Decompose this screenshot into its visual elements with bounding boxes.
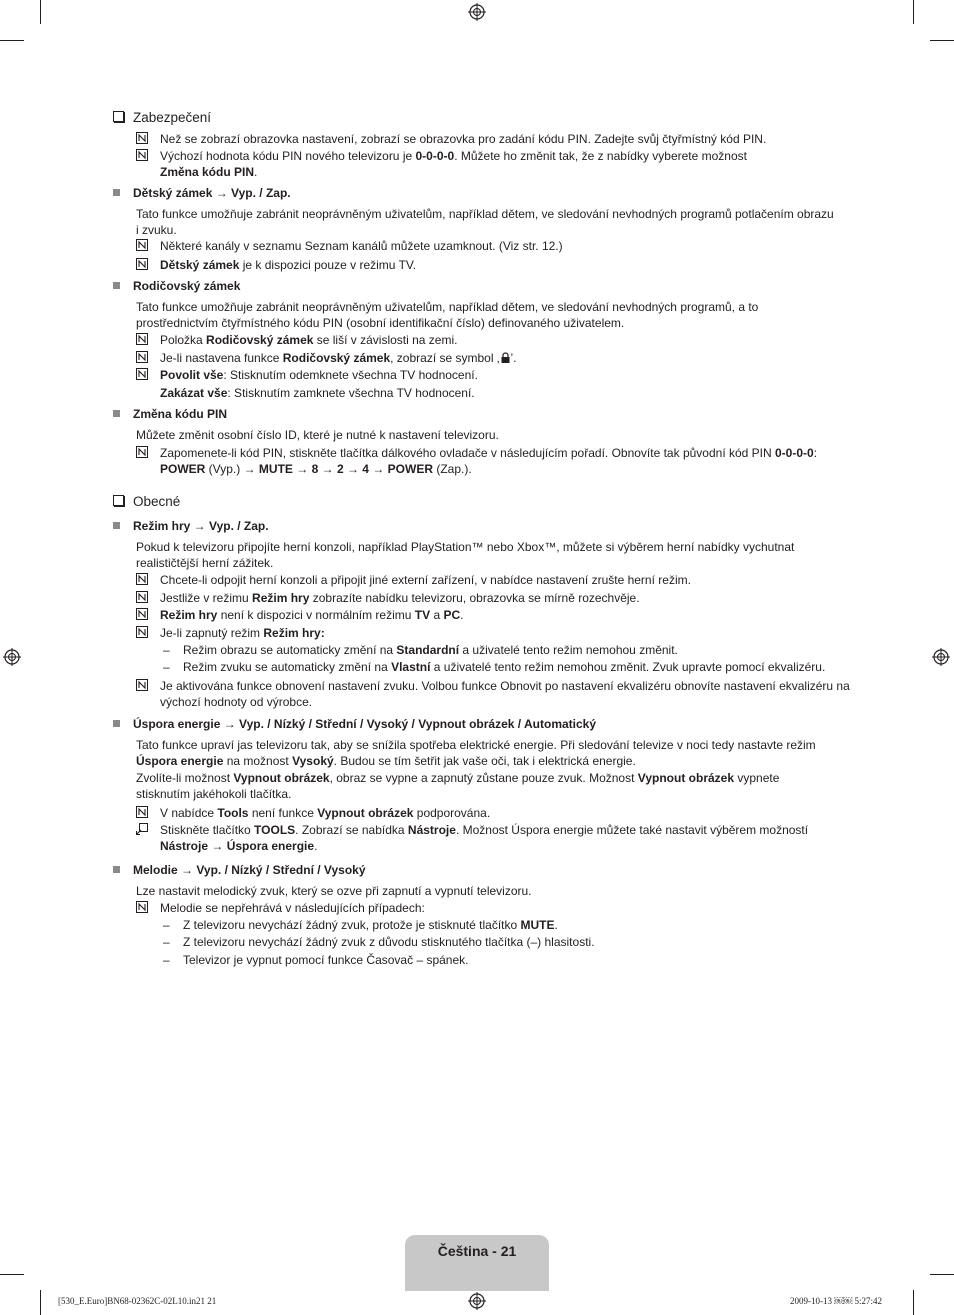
item-description: Tato funkce umožňuje zabránit neoprávněným uživatelům, například dětem, ve sledování nevhodných programů potlačením obrazu i zvuku. bbox=[136, 207, 834, 237]
crop-mark bbox=[930, 1274, 954, 1275]
note-icon bbox=[136, 351, 148, 363]
item-title-text: Rodičovský zámek bbox=[133, 279, 241, 293]
square-bullet-icon bbox=[113, 189, 120, 196]
note-text: Povolit vše: Stisknutím odemknete všechna TV hodnocení. bbox=[160, 368, 478, 382]
dash-text: Režim zvuku se automaticky změní na Vlastní a uživatelé tento režim nemohou změnit. Zvuk upravte pomocí ekvalizéru. bbox=[183, 660, 826, 674]
item-title-text: Změna kódu PIN bbox=[133, 407, 228, 421]
dash-bullet: – bbox=[163, 953, 170, 967]
item-title bbox=[113, 519, 269, 533]
crop-mark bbox=[913, 0, 914, 24]
item-description: Můžete změnit osobní číslo ID, které je nutné k nastavení televizoru. bbox=[136, 428, 499, 442]
print-slug-left: [530_E.Euro]BN68-02362C-02L10.in21 21 bbox=[58, 1296, 217, 1306]
print-slug-right: 2009-10-13 ￼￼ 5:27:42 bbox=[790, 1296, 882, 1306]
note-icon bbox=[136, 239, 148, 251]
item-title bbox=[113, 279, 240, 293]
dash-bullet: – bbox=[163, 918, 170, 932]
item-title bbox=[113, 186, 291, 200]
note-icon bbox=[136, 608, 148, 620]
note-icon bbox=[136, 626, 148, 638]
square-bullet-icon bbox=[113, 720, 120, 727]
square-bullet-icon bbox=[113, 282, 120, 289]
item-title-text: Režim hry → Vyp. / Zap. bbox=[133, 519, 269, 533]
item-title bbox=[113, 407, 227, 421]
item-description: Zvolíte-li možnost Vypnout obrázek, obraz se vypne a zapnutý zůstane pouze zvuk. Možnost Vypnout obrázek vypnete stisknutím jakéhokoli tlačítka. bbox=[136, 771, 780, 801]
item-description: Pokud k televizoru připojíte herní konzoli, například PlayStation™ nebo Xbox™, můžete si výběrem herní nabídky vychutnat realističtější herní zážitek. bbox=[136, 540, 795, 570]
crop-mark bbox=[40, 0, 41, 24]
note-icon bbox=[136, 806, 148, 818]
crop-mark bbox=[913, 1290, 914, 1315]
note-text: Melodie se nepřehrává v následujících případech: bbox=[160, 901, 425, 915]
note-text: Je aktivována funkce obnovení nastavení zvuku. Volbou funkce Obnovit po nastavení ekvalizéru obnovíte nastavení ekvalizéru na výchozí hodnoty od výrobce. bbox=[160, 679, 850, 709]
note-icon bbox=[136, 446, 148, 458]
note-text: Chcete-li odpojit herní konzoli a připojit jiné externí zařízení, v nabídce nastavení zrušte herní režim. bbox=[160, 573, 691, 587]
square-bullet-icon bbox=[113, 866, 120, 873]
note-text: Je-li zapnutý režim Režim hry: bbox=[160, 626, 325, 640]
note-text: Výchozí hodnota kódu PIN nového televizoru je 0-0-0-0. Můžete ho změnit tak, že z nabídky vyberete možnost Změna kódu PIN. bbox=[160, 149, 747, 179]
item-title bbox=[113, 717, 596, 731]
note-icon bbox=[136, 591, 148, 603]
dash-text: Televizor je vypnut pomocí funkce Časovač – spánek. bbox=[183, 953, 469, 967]
note-text: Jestliže v režimu Režim hry zobrazíte nabídku televizoru, obrazovka se mírně rozechvěje. bbox=[160, 591, 640, 605]
square-bullet-icon bbox=[113, 522, 120, 529]
note-icon bbox=[136, 901, 148, 913]
crop-mark bbox=[0, 40, 24, 41]
item-title bbox=[113, 863, 366, 877]
section-heading-zabezpeceni bbox=[113, 110, 211, 125]
note-text: Položka Rodičovský zámek se liší v závislosti na zemi. bbox=[160, 333, 458, 347]
square-bullet-icon bbox=[113, 410, 120, 417]
dash-bullet: – bbox=[163, 935, 170, 949]
note-text: Stiskněte tlačítko TOOLS. Zobrazí se nabídka Nástroje. Možnost Úspora energie můžete také nastavit výběrem možností Nástroje → Úspora energie. bbox=[160, 823, 809, 853]
note-icon bbox=[136, 149, 148, 161]
item-title-text: Melodie → Vyp. / Nízký / Střední / Vysoký bbox=[133, 863, 366, 877]
registration-mark-icon bbox=[3, 648, 21, 666]
registration-mark-icon bbox=[468, 1292, 486, 1310]
crop-mark bbox=[40, 1290, 41, 1315]
checkbox-bullet-icon bbox=[113, 495, 124, 506]
note-icon bbox=[136, 258, 148, 270]
tools-icon bbox=[136, 823, 148, 835]
dash-text: Z televizoru nevychází žádný zvuk z důvodu stisknutého tlačítka (–) hlasitosti. bbox=[183, 935, 595, 949]
note-icon bbox=[136, 132, 148, 144]
dash-bullet: – bbox=[163, 660, 170, 674]
section-heading-obecne bbox=[113, 494, 180, 509]
registration-mark-icon bbox=[932, 648, 950, 666]
note-text: Některé kanály v seznamu Seznam kanálů můžete uzamknout. (Viz str. 12.) bbox=[160, 239, 563, 253]
note-text: Režim hry není k dispozici v normálním režimu TV a PC. bbox=[160, 608, 464, 622]
registration-mark-icon bbox=[468, 3, 486, 21]
heading-text: Zabezpečení bbox=[133, 110, 212, 125]
note-text: Dětský zámek je k dispozici pouze v režimu TV. bbox=[160, 258, 417, 272]
crop-mark bbox=[930, 40, 954, 41]
note-text: Je-li nastavena funkce Rodičovský zámek, zobrazí se symbol ‚ ’. bbox=[160, 351, 517, 365]
item-description: Tato funkce upraví jas televizoru tak, aby se snížila spotřeba elektrické energie. Při sledování televize v noci tedy nastavte režim Úspora energie na možnost Vysoký. Budou se tím šetřit jak vaše oči, tak i elektrická energie. bbox=[136, 738, 816, 768]
note-text: Zakázat vše: Stisknutím zamknete všechna TV hodnocení. bbox=[160, 386, 475, 400]
crop-mark bbox=[0, 1274, 24, 1275]
note-text: Zapomenete-li kód PIN, stiskněte tlačítka dálkového ovladače v následujícím pořadí. Obnovíte tak původní kód PIN 0-0-0-0: POWER (Vyp.) → MUTE → 8 → 2 → 4 → POWER (Zap.). bbox=[160, 446, 818, 476]
note-icon bbox=[136, 679, 148, 691]
item-title-text: Úspora energie → Vyp. / Nízký / Střední / Vysoký / Vypnout obrázek / Automatický bbox=[133, 717, 597, 731]
heading-text: Obecné bbox=[133, 494, 181, 509]
item-description: Lze nastavit melodický zvuk, který se ozve při zapnutí a vypnutí televizoru. bbox=[136, 884, 532, 898]
note-text: Než se zobrazí obrazovka nastavení, zobrazí se obrazovka pro zadání kódu PIN. Zadejte svůj čtyřmístný kód PIN. bbox=[160, 132, 767, 146]
note-icon bbox=[136, 333, 148, 345]
dash-text: Režim obrazu se automaticky změní na Standardní a uživatelé tento režim nemohou změnit. bbox=[183, 643, 678, 657]
lock-icon bbox=[500, 352, 511, 363]
page-number-label: Čeština - 21 bbox=[437, 1243, 517, 1259]
dash-text: Z televizoru nevychází žádný zvuk, protože je stisknuté tlačítko MUTE. bbox=[183, 918, 558, 932]
note-icon bbox=[136, 368, 148, 380]
item-description: Tato funkce umožňuje zabránit neoprávněným uživatelům, například dětem, ve sledování nevhodných programů, a to prostřednictvím čtyřmístného kódu PIN (osobní identifikační číslo) definovaného uživatelem. bbox=[136, 300, 759, 330]
dash-bullet: – bbox=[163, 643, 170, 657]
note-icon bbox=[136, 573, 148, 585]
item-title-text: Dětský zámek → Vyp. / Zap. bbox=[133, 186, 291, 200]
note-text: V nabídce Tools není funkce Vypnout obrázek podporována. bbox=[160, 806, 491, 820]
checkbox-bullet-icon bbox=[113, 111, 124, 122]
